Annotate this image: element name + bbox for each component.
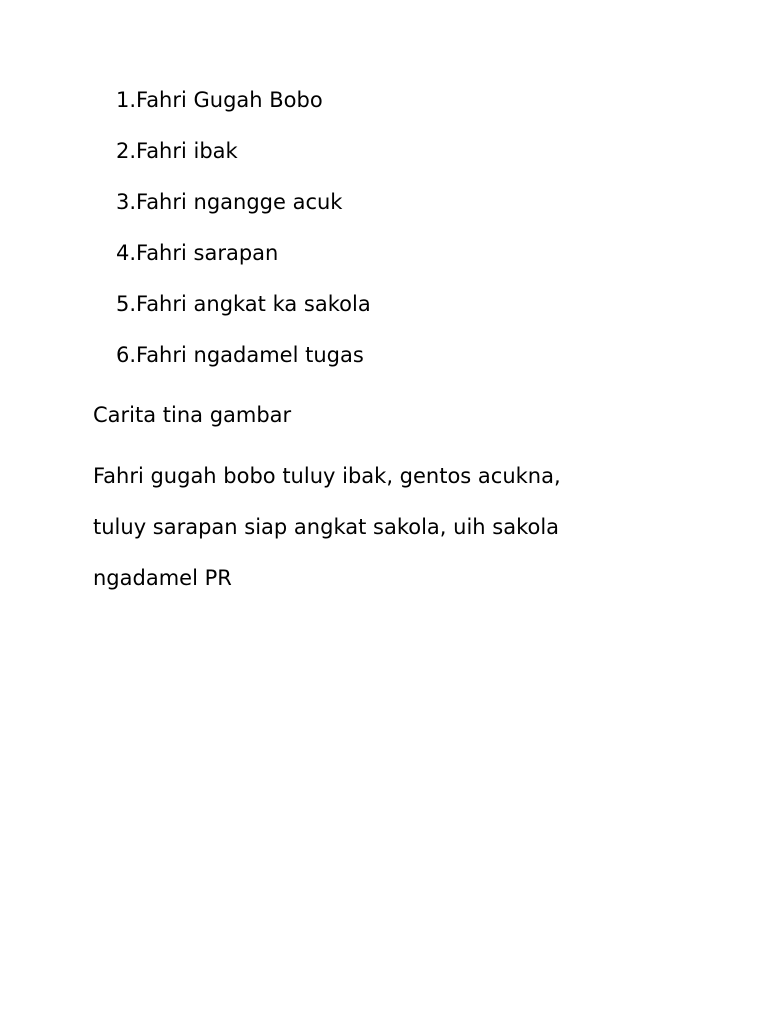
list-item: 4.Fahri sarapan — [116, 241, 279, 265]
activity-list — [116, 86, 371, 392]
list-item: 5.Fahri angkat ka sakola — [116, 292, 371, 316]
list-item: 1.Fahri Gugah Bobo — [116, 88, 323, 112]
story-paragraph — [93, 462, 561, 615]
list-item: 3.Fahri ngangge acuk — [116, 190, 343, 214]
section-heading: Carita tina gambar — [93, 403, 292, 427]
list-item: 2.Fahri ibak — [116, 139, 238, 163]
story-line: tuluy sarapan siap angkat sakola, uih sakola — [93, 515, 560, 539]
story-line: Fahri gugah bobo tuluy ibak, gentos acukna, — [93, 464, 561, 488]
list-item: 6.Fahri ngadamel tugas — [116, 343, 364, 367]
story-line: ngadamel PR — [93, 566, 232, 590]
